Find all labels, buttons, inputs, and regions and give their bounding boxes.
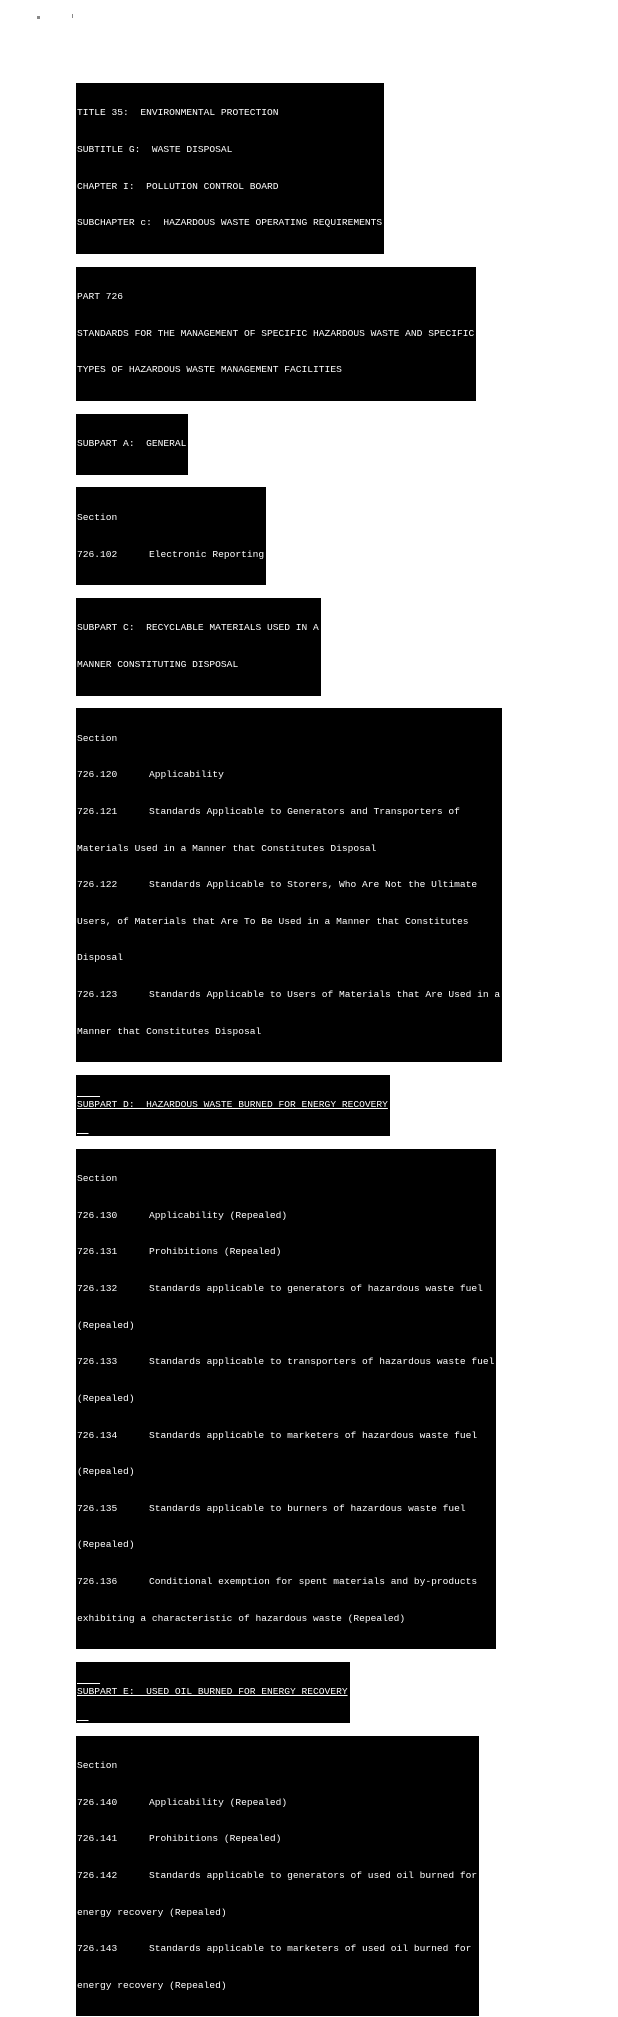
section-entry [77,1797,477,1809]
section-title: Standards applicable to generators of used oil burned for [149,1870,478,1881]
subpart-d-heading: SUBPART D: HAZARDOUS WASTE BURNED FOR ENERGY RECOVERY [77,1099,388,1111]
section-number: 726.120 [77,769,118,781]
section-continuation: (Repealed) [77,1319,135,1331]
section-continuation: (Repealed) [77,1466,135,1478]
section-entry [77,549,264,561]
subpart-d-sections [76,1149,496,1649]
subpart-a-sections [76,487,266,585]
section-entry [77,1833,477,1845]
section-entry [77,1210,494,1222]
part-block [76,267,476,401]
section-title: Standards applicable to burners of hazardous waste fuel [149,1502,466,1514]
section-entry [77,1246,494,1258]
section-title: Standards applicable to transporters of hazardous waste fuel [149,1356,495,1368]
section-title: Standards Applicable to Storers, Who Are Not the Ultimate [149,879,478,891]
section-title: Standards applicable to generators of hazardous waste fuel [149,1283,483,1295]
section-label: Section [77,511,118,523]
section-title: Prohibitions (Repealed) [149,1246,282,1258]
section-continuation: Materials Used in a Manner that Constitutes Disposal [77,842,377,854]
section-entry [77,879,500,891]
section-title: Standards Applicable to Generators and Transporters of [149,805,460,817]
section-continuation: energy recovery (Repealed) [77,1906,227,1918]
section-entry [77,989,500,1001]
section-number: 726.123 [77,989,118,1000]
section-title: Applicability (Repealed) [149,1209,288,1221]
section-continuation: Manner that Constitutes Disposal [77,1025,262,1037]
section-number: 726.133 [77,1356,118,1368]
section-label: Section [77,1173,118,1185]
section-title: Prohibitions (Repealed) [149,1833,282,1845]
document-body [76,83,546,2017]
subpart-c-sections [76,708,502,1062]
section-number: 726.102 [77,548,118,560]
subpart-heading [76,598,321,696]
section-entry [77,1576,494,1588]
section-entry [77,1356,494,1368]
section-label: Section [77,1760,118,1772]
section-entry [77,769,500,781]
subpart-heading [76,414,188,475]
section-number: 726.122 [77,879,118,891]
header-block [76,83,384,254]
section-entry [77,806,500,818]
section-number: 726.131 [77,1246,118,1258]
subpart-e-sections [76,1736,479,2017]
section-number: 726.134 [77,1429,118,1441]
scan-speck [37,16,40,19]
section-title: Standards applicable to marketers of used oil burned for [149,1943,472,1955]
section-number: 726.142 [77,1870,118,1881]
part-label: PART 726 [77,291,124,303]
section-continuation: exhibiting a characteristic of hazardous waste (Repealed) [77,1612,406,1624]
section-number: 726.130 [77,1209,118,1221]
section-number: 726.135 [77,1502,118,1514]
section-title: Conditional exemption for spent materials and by-products [149,1575,478,1587]
subpart-heading [76,1662,350,1723]
section-number: 726.121 [77,805,118,817]
subtitle-line: SUBTITLE G: WASTE DISPOSAL [77,144,233,156]
section-number: 726.140 [77,1796,118,1808]
section-continuation: (Repealed) [77,1539,135,1551]
section-title: Standards Applicable to Users of Materials that Are Used in a [149,989,501,1000]
section-number: 726.141 [77,1833,118,1845]
section-title: Applicability (Repealed) [149,1796,288,1808]
section-title: Applicability [149,769,224,781]
section-entry [77,1870,477,1882]
scan-speck [72,14,73,18]
subpart-c-heading: SUBPART C: RECYCLABLE MATERIALS USED IN A [77,622,319,634]
title-line: TITLE 35: ENVIRONMENTAL PROTECTION [77,107,279,119]
section-number: 726.136 [77,1575,118,1587]
section-continuation: Users, of Materials that Are To Be Used in a Manner that Constitutes [77,915,469,927]
part-title-line: TYPES OF HAZARDOUS WASTE MANAGEMENT FACILITIES [77,364,342,376]
subpart-e-heading: SUBPART E: USED OIL BURNED FOR ENERGY RECOVERY [77,1686,348,1698]
section-entry [77,1503,494,1515]
section-continuation: Disposal [77,952,124,964]
subpart-c-heading: MANNER CONSTITUTING DISPOSAL [77,658,239,670]
subchapter-line: SUBCHAPTER c: HAZARDOUS WASTE OPERATING REQUIREMENTS [77,217,383,229]
section-number: 726.143 [77,1943,118,1955]
subpart-heading [76,1075,390,1136]
section-number: 726.132 [77,1283,118,1295]
section-entry [77,1283,494,1295]
part-title-line: STANDARDS FOR THE MANAGEMENT OF SPECIFIC HAZARDOUS WASTE AND SPECIFIC [77,327,475,339]
section-entry [77,1430,494,1442]
section-entry [77,1943,477,1955]
subpart-a-heading: SUBPART A: GENERAL [77,438,187,450]
chapter-line: CHAPTER I: POLLUTION CONTROL BOARD [77,180,279,192]
section-continuation: (Repealed) [77,1392,135,1404]
section-continuation: energy recovery (Repealed) [77,1979,227,1991]
section-label: Section [77,732,118,744]
section-title: Standards applicable to marketers of hazardous waste fuel [149,1429,478,1441]
section-title: Electronic Reporting [149,548,265,560]
